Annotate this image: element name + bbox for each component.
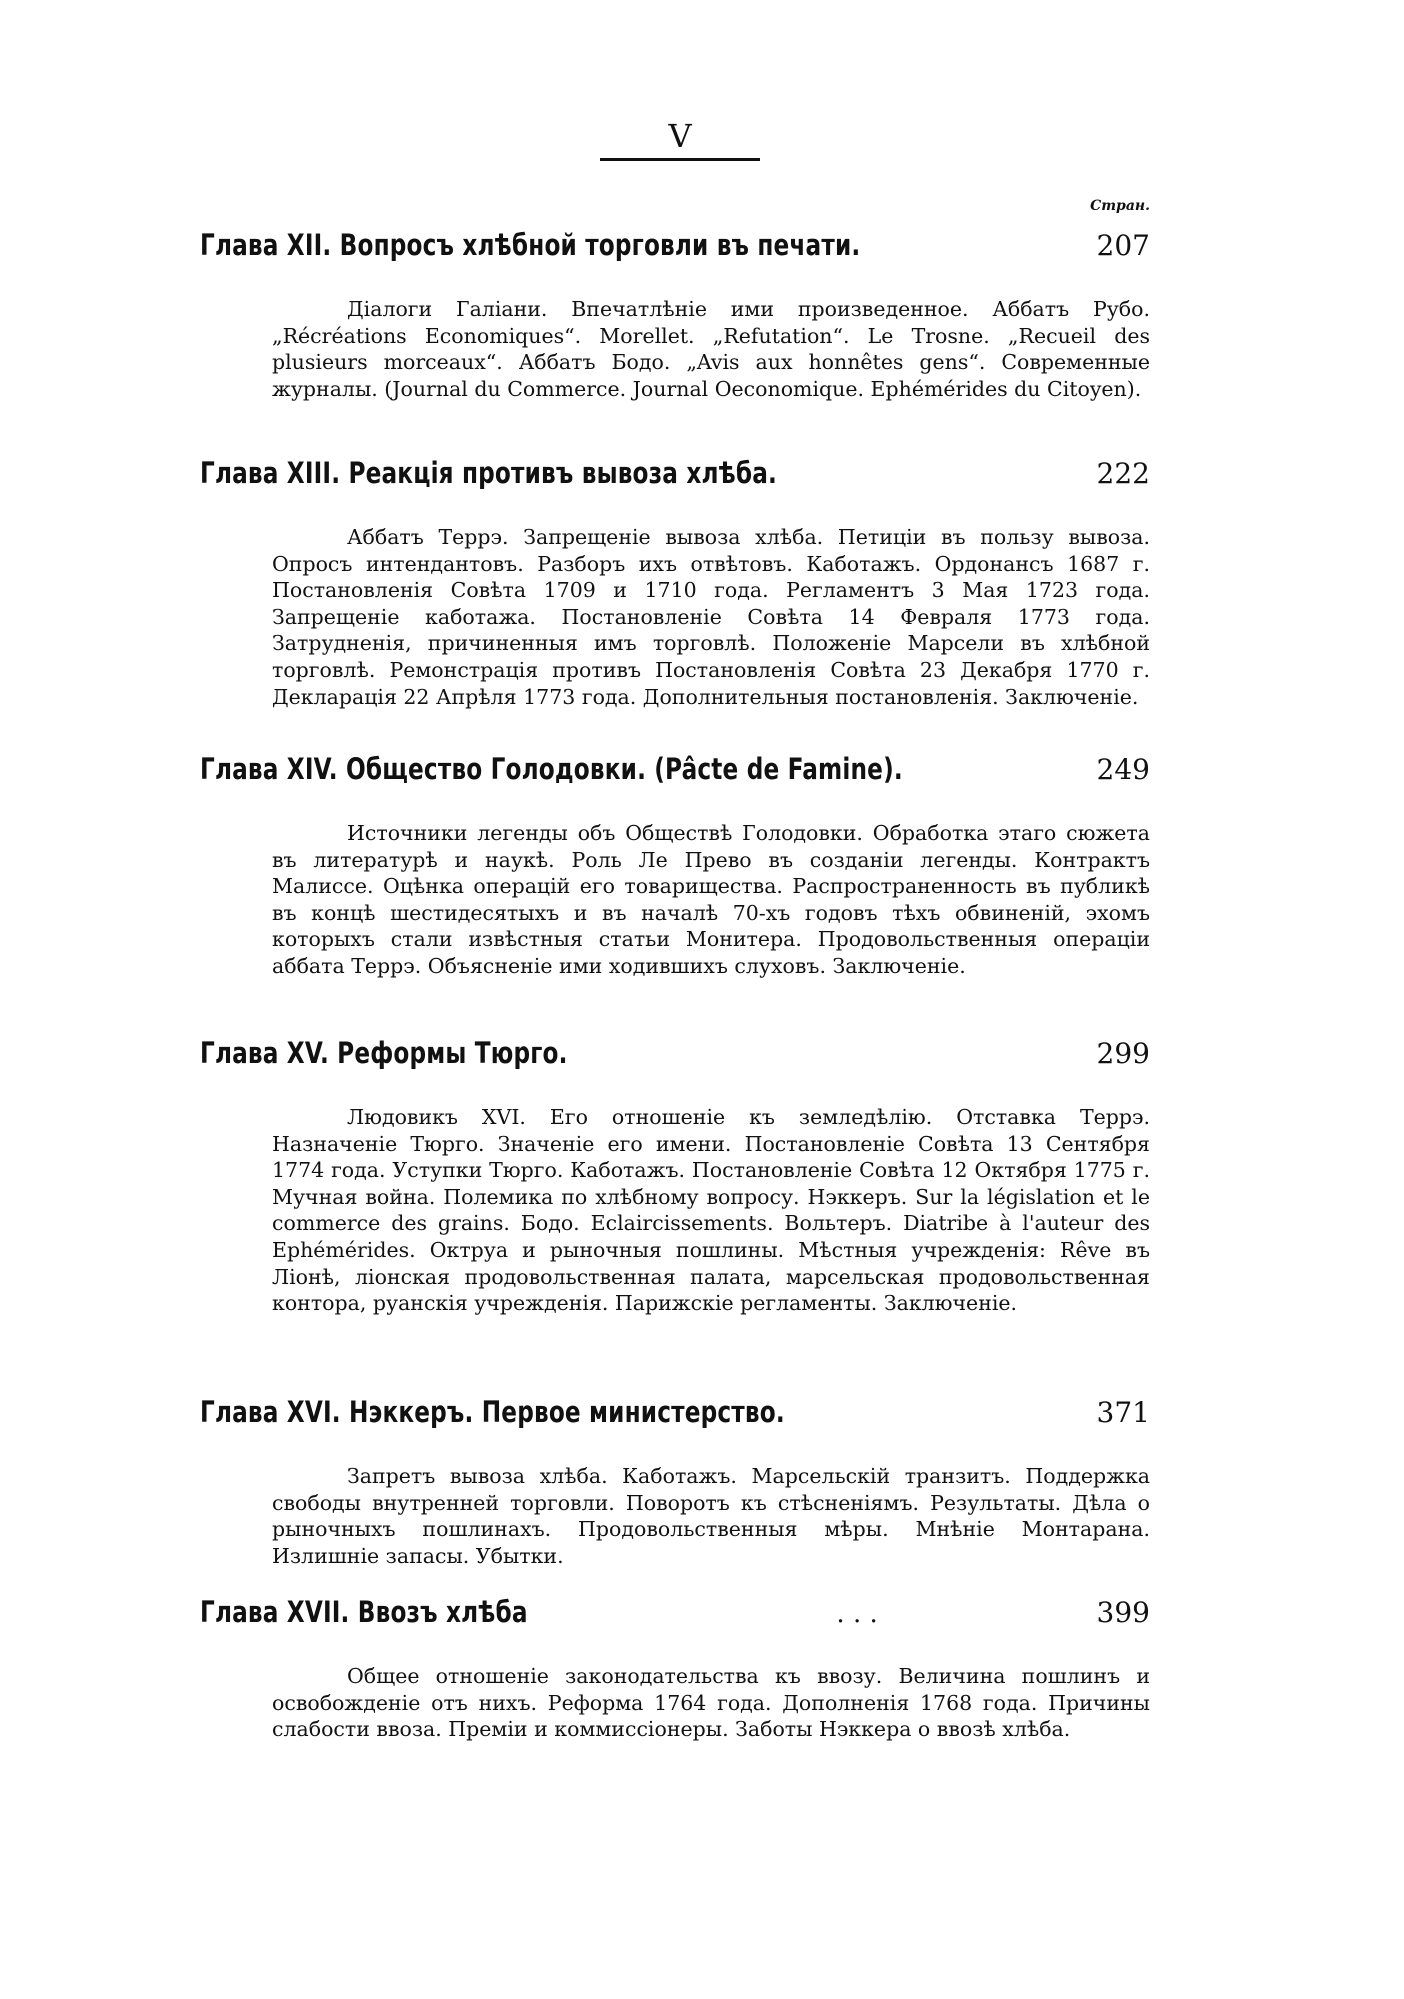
chapter-page-number: 207: [1096, 229, 1150, 262]
chapter-heading: [200, 1595, 1150, 1635]
chapter-page-number: 249: [1096, 753, 1150, 786]
chapter-heading: [200, 1395, 1150, 1435]
chapter-entry-xiii: [200, 456, 1150, 710]
page-number-rule: [600, 158, 760, 161]
chapter-heading: [200, 752, 1150, 792]
chapter-title: Глава XIV. Общество Голодовки. (Pâcte de Famine).: [200, 752, 903, 786]
chapter-heading: [200, 456, 1150, 496]
page-column-label: Стран.: [1090, 198, 1150, 214]
chapter-summary: Аббатъ Террэ. Запрещеніе вывоза хлѣба. Петиціи въ пользу вывоза. Опросъ интендантовъ. Разборъ ихъ отвѣтовъ. Каботажъ. Ордонансъ 1687 г. Постановленія Совѣта 1709 и 1710 года. Регламентъ 3 Мая 1723 года. Запрещеніе каботажа. Постановленіе Совѣта 14 Февраля 1773 года. Затрудненія, причиненныя имъ торговлѣ. Положеніе Марсели въ хлѣбной торговлѣ. Ремонстрація противъ Постановленія Совѣта 23 Декабря 1770 г. Декларація 22 Апрѣля 1773 года. Дополнительныя постановленія. Заключеніе.: [272, 525, 1150, 709]
chapter-entry-xiv: [200, 752, 1150, 980]
chapter-summary: Діалоги Галіани. Впечатлѣніе ими произведенное. Аббатъ Рубо. „Récréations Economiques“. Morellet. „Refutation“. Le Trosne. „Recueil des plusieurs morceaux“. Аббатъ Бодо. „Avis aux honnêtes gens“. Современные журналы. (Journal du Commerce. Journal Oeconomique. Ephémérides du Citoyen).: [272, 297, 1150, 401]
page-number: V: [668, 117, 692, 155]
chapter-summary: Источники легенды объ Обществѣ Голодовки. Обработка этаго сюжета въ литературѣ и наукѣ. Роль Ле Прево въ созданіи легенды. Контрактъ Малиссе. Оцѣнка операцій его товарищества. Распространенность въ публикѣ въ концѣ шестидесятыхъ и въ началѣ 70-хъ годовъ тѣхъ обвиненій, эхомъ которыхъ стали извѣстныя статьи Монитера. Продовольственныя операціи аббата Террэ. Объясненіе ими ходившихъ слуховъ. Заключеніе.: [272, 821, 1150, 978]
chapter-title: Глава XVII. Ввозъ хлѣба: [200, 1595, 528, 1629]
chapter-title: Глава XVI. Нэккеръ. Первое министерство.: [200, 1395, 785, 1429]
chapter-entry-xv: [200, 1036, 1150, 1317]
chapter-page-number: 299: [1096, 1037, 1150, 1070]
chapter-title: Глава XV. Реформы Тюрго.: [200, 1036, 568, 1070]
chapter-summary: Людовикъ XVI. Его отношеніе къ земледѣлію. Отставка Террэ. Назначеніе Тюрго. Значеніе его имени. Постановленіе Совѣта 13 Сентября 1774 года. Уступки Тюрго. Каботажъ. Постановленіе Совѣта 12 Октября 1775 г. Мучная война. Полемика по хлѣбному вопросу. Нэккеръ. Sur la législation et le commerce des grains. Бодо. Eclaircissements. Вольтеръ. Diatribe à l'auteur des Ephémérides. Октруа и рыночныя пошлины. Мѣстныя учрежденія: Rêve въ Ліонѣ, ліонская продовольственная палата, марсельская продовольственная контора, руанскія учрежденія. Парижскіе регламенты. Заключеніе.: [272, 1105, 1150, 1316]
chapter-heading: [200, 1036, 1150, 1076]
chapter-title: Глава XII. Вопросъ хлѣбной торговли въ печати.: [200, 228, 861, 262]
chapter-summary: Общее отношеніе законодательства къ ввозу. Величина пошлинъ и освобожденіе отъ нихъ. Реформа 1764 года. Дополненія 1768 года. Причины слабости ввоза. Преміи и коммиссіонеры. Заботы Нэккера о ввозѣ хлѣба.: [272, 1664, 1150, 1742]
chapter-page-number: 222: [1096, 457, 1150, 490]
chapter-entry-xii: [200, 228, 1150, 402]
chapter-entry-xvi: [200, 1395, 1150, 1569]
chapter-summary: Запретъ вывоза хлѣба. Каботажъ. Марсельскій транзитъ. Поддержка свободы внутренней торговли. Поворотъ къ стѣсненіямъ. Результаты. Дѣла о рыночныхъ пошлинахъ. Продовольственныя мѣры. Мнѣніе Монтарана. Излишніе запасы. Убытки.: [272, 1464, 1150, 1568]
chapter-title: Глава XIII. Реакція противъ вывоза хлѣба.: [200, 456, 777, 490]
chapter-leader-dots: . . .: [836, 1599, 878, 1629]
chapter-heading: [200, 228, 1150, 268]
chapter-page-number: 371: [1096, 1396, 1150, 1429]
chapter-page-number: 399: [1096, 1596, 1150, 1629]
chapter-entry-xvii: [200, 1595, 1150, 1743]
